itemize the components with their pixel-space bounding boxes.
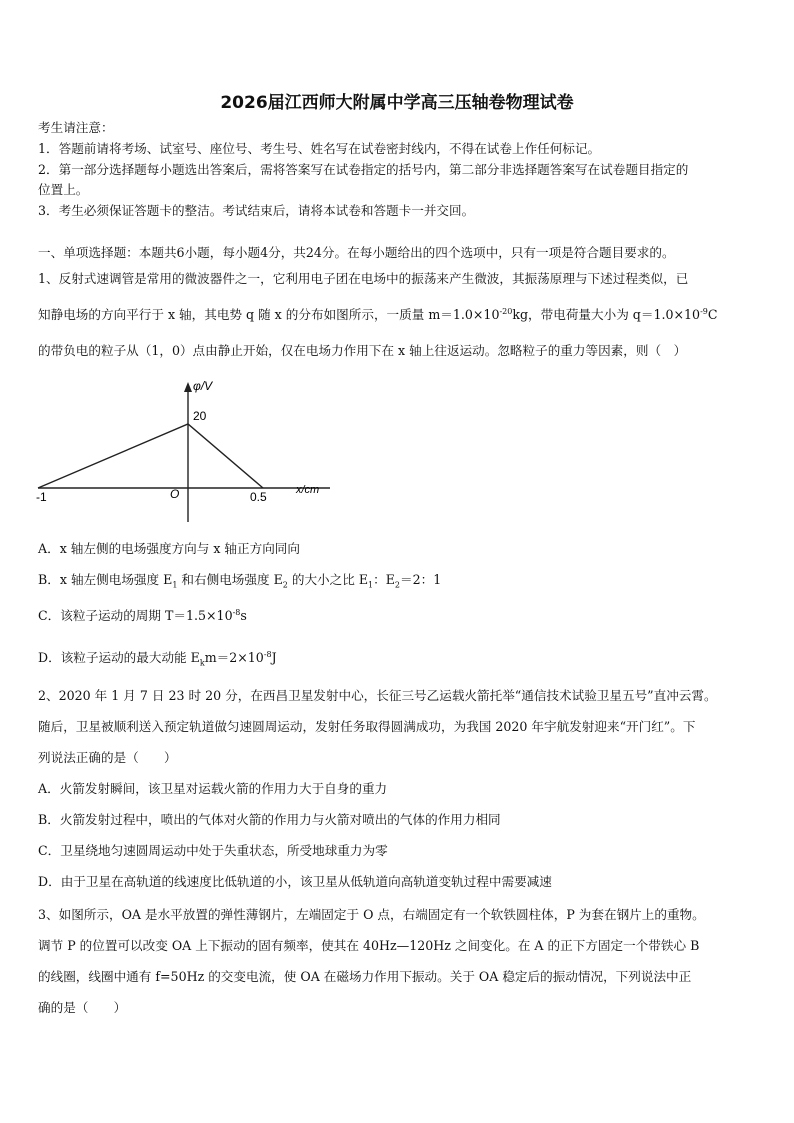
q1-stem-line2: 知静电场的方向平行于 x 轴，其电势 q 随 x 的分布如图所示，一质量 $m=1.0\times 10^{-20}kg$，带电荷量大小为 $q=1.0\times 10^{-9}C$ xyxy=(38,306,718,322)
q1-option-c: C．该粒子运动的周期 $T=1.5\times 10^{-8}s$ xyxy=(38,607,247,623)
notice-item-2-cont: 位置上。 xyxy=(38,182,89,197)
q1-option-d: D．该粒子运动的最大动能 $E_km=2\times 10^{-8}J$ xyxy=(38,649,277,668)
origin-label: O xyxy=(170,487,180,501)
q2-stem-line2: 随后，卫星被顺利送入预定轨道做匀速圆周运动，发射任务取得圆满成功，为我国 2020 年宇航发射迎来“开门红”。下 xyxy=(38,719,696,734)
q2-option-d: D．由于卫星在高轨道的线速度比低轨道的小，该卫星从低轨道向高轨道变轨过程中需要减速 xyxy=(38,874,552,889)
q3-stem-line2: 调节 P 的位置可以改变 OA 上下振动的固有频率，使其在 40Hz—120Hz 之间变化。在 A 的正下方固定一个带铁心 B xyxy=(38,938,700,953)
q2-stem-line3: 列说法正确的是（ ） xyxy=(38,750,177,765)
notice-heading: 考生请注意： xyxy=(38,120,114,135)
y-tick-label-20: 20 xyxy=(193,409,207,423)
q3-stem-line3: 的线圈，线圈中通有 f=50Hz 的交变电流，使 OA 在磁场力作用下振动。关于 OA 稳定后的振动情况，下列说法中正 xyxy=(38,969,692,984)
potential-chart xyxy=(30,372,340,527)
q1-stem-line3: 的带负电的粒子从（1，0）点由静止开始，仅在电场力作用下在 x 轴上往返运动。忽略粒子的重力等因素，则（ ） xyxy=(38,343,687,358)
q1-option-a: A．x 轴左侧的电场强度方向与 x 轴正方向同向 xyxy=(38,541,300,556)
x-tick-label-neg1: -1 xyxy=(36,490,47,504)
notice-item-2: 2．第一部分选择题每小题选出答案后，需将答案写在试卷指定的括号内，第二部分非选择题答案写在试卷题目指定的 xyxy=(38,162,689,177)
y-axis-label: φ/V xyxy=(193,379,213,393)
q1-option-b: B．x 轴左侧电场强度 $E_1$ 和右侧电场强度 $E_2$ 的大小之比 $E_1$：$E_2=2$：1 xyxy=(38,572,442,590)
q2-option-a: A．火箭发射瞬间，该卫星对运载火箭的作用力大于自身的重力 xyxy=(38,781,388,796)
page-title: 2026届江西师大附属中学高三压轴卷物理试卷 xyxy=(220,93,574,113)
q3-stem-line1: 3、如图所示，OA 是水平放置的弹性薄钢片，左端固定于 O 点，右端固定有一个软铁圆柱体，P 为套在钢片上的重物。 xyxy=(38,907,705,922)
section-heading: 一、单项选择题：本题共6小题，每小题4分，共24分。在每小题给出的四个选项中，只有一项是符合题目要求的。 xyxy=(38,245,675,260)
x-axis-label: x/cm xyxy=(296,484,320,496)
q2-option-b: B．火箭发射过程中，喷出的气体对火箭的作用力与火箭对喷出的气体的作用力相同 xyxy=(38,812,501,827)
notice-item-1: 1．答题前请将考场、试室号、座位号、考生号、姓名写在试卷密封线内，不得在试卷上作任何标记。 xyxy=(38,141,601,156)
x-tick-label-0-5: 0.5 xyxy=(250,490,267,504)
y-axis-arrow xyxy=(184,382,192,392)
q3-stem-line4: 确的是（ ） xyxy=(38,1000,127,1015)
potential-series-line xyxy=(38,424,263,488)
q2-option-c: C．卫星绕地匀速圆周运动中处于失重状态，所受地球重力为零 xyxy=(38,843,388,858)
q1-stem-line1: 1、反射式速调管是常用的微波器件之一，它利用电子团在电场中的振荡来产生微波，其振荡原理与下述过程类似，已 xyxy=(38,271,689,286)
notice-item-3: 3．考生必须保证答题卡的整洁。考试结束后，请将本试卷和答题卡一并交回。 xyxy=(38,203,475,218)
q2-stem-line1: 2、2020 年 1 月 7 日 23 时 20 分，在西昌卫星发射中心，长征三号乙运载火箭托举“通信技术试验卫星五号”直冲云霄。 xyxy=(38,688,717,703)
